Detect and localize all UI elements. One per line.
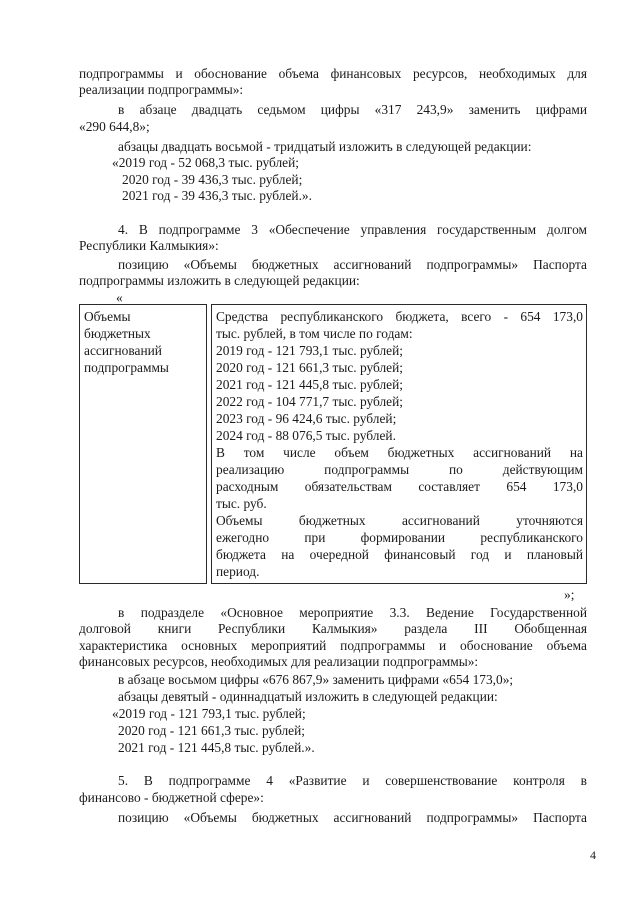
paragraph-line: Республики Калмыкия»: bbox=[79, 238, 219, 253]
table-label-cell bbox=[79, 304, 207, 584]
content-line: 2024 год - 88 076,5 тыс. рублей. bbox=[216, 428, 396, 443]
label-line: Объемы bbox=[84, 309, 131, 324]
paragraph-line: абзацы девятый - одиннадцатый изложить в следующей редакции: bbox=[118, 689, 498, 704]
content-line: 2023 год - 96 424,6 тыс. рублей; bbox=[216, 411, 397, 426]
paragraph-line: в абзаце восьмом цифры «676 867,9» заменить цифрами «654 173,0»; bbox=[118, 672, 514, 687]
content-line: 2019 год - 121 793,1 тыс. рублей; bbox=[216, 343, 403, 358]
page-number: 4 bbox=[590, 848, 596, 862]
content-line: расходным обязательствам составляет 654 173,0 bbox=[216, 479, 583, 494]
paragraph-line: финансовых ресурсов, необходимых для реализации подпрограммы»: bbox=[79, 654, 479, 669]
paragraph-line: реализации подпрограммы»: bbox=[79, 82, 244, 97]
content-line: бюджета на очередной финансовый год и плановый bbox=[216, 547, 583, 562]
content-line: реализацию подпрограммы по действующим bbox=[216, 462, 583, 477]
content-line: В том числе объем бюджетных ассигнований на bbox=[216, 445, 583, 460]
content-line: тыс. рублей, в том числе по годам: bbox=[216, 326, 413, 341]
paragraph-line: подпрограммы изложить в следующей редакции: bbox=[79, 273, 360, 288]
year-line: «2019 год - 121 793,1 тыс. рублей; bbox=[112, 706, 306, 721]
year-line: 2021 год - 39 436,3 тыс. рублей.». bbox=[122, 188, 312, 203]
paragraph-line: позицию «Объемы бюджетных ассигнований подпрограммы» Паспорта bbox=[118, 257, 587, 272]
paragraph-line: в абзаце двадцать седьмом цифры «317 243,9» заменить цифрами bbox=[118, 102, 587, 117]
paragraph-line: характеристика основных мероприятий подпрограммы и обоснование объема bbox=[79, 638, 587, 653]
content-line: 2021 год - 121 445,8 тыс. рублей; bbox=[216, 377, 403, 392]
quote-mark: « bbox=[116, 290, 123, 305]
paragraph-line: абзацы двадцать восьмой - тридцатый изложить в следующей редакции: bbox=[118, 139, 532, 154]
year-line: 2021 год - 121 445,8 тыс. рублей.». bbox=[118, 740, 315, 755]
quote-mark: »; bbox=[564, 587, 575, 602]
paragraph-line: подпрограммы и обоснование объема финансовых ресурсов, необходимых для bbox=[79, 66, 587, 81]
content-line: 2020 год - 121 661,3 тыс. рублей; bbox=[216, 360, 403, 375]
paragraph-line: в подразделе «Основное мероприятие 3.3. Ведение Государственной bbox=[118, 605, 587, 620]
content-line: ежегодно при формировании республиканского bbox=[216, 530, 583, 545]
label-line: бюджетных bbox=[84, 326, 151, 341]
table-content-cell bbox=[211, 304, 587, 584]
content-line: тыс. руб. bbox=[216, 496, 267, 511]
paragraph-line: позицию «Объемы бюджетных ассигнований подпрограммы» Паспорта bbox=[118, 810, 587, 825]
paragraph-line: финансово - бюджетной сфере»: bbox=[79, 790, 264, 805]
year-line: 2020 год - 39 436,3 тыс. рублей; bbox=[122, 172, 303, 187]
content-line: Средства республиканского бюджета, всего - 654 173,0 bbox=[216, 309, 583, 324]
content-line: 2022 год - 104 771,7 тыс. рублей; bbox=[216, 394, 403, 409]
label-line: подпрограммы bbox=[84, 360, 169, 375]
content-line: Объемы бюджетных ассигнований уточняются bbox=[216, 513, 583, 528]
section-heading: 4. В подпрограмме 3 «Обеспечение управления государственным долгом bbox=[118, 222, 587, 237]
section-heading: 5. В подпрограмме 4 «Развитие и совершенствование контроля в bbox=[118, 773, 587, 788]
content-line: период. bbox=[216, 564, 260, 579]
paragraph-line: «290 644,8»; bbox=[79, 119, 150, 134]
label-line: ассигнований bbox=[84, 343, 162, 358]
year-line: «2019 год - 52 068,3 тыс. рублей; bbox=[112, 155, 299, 170]
paragraph-line: долговой книги Республики Калмыкия» раздела III Обобщенная bbox=[79, 621, 587, 636]
year-line: 2020 год - 121 661,3 тыс. рублей; bbox=[118, 723, 305, 738]
